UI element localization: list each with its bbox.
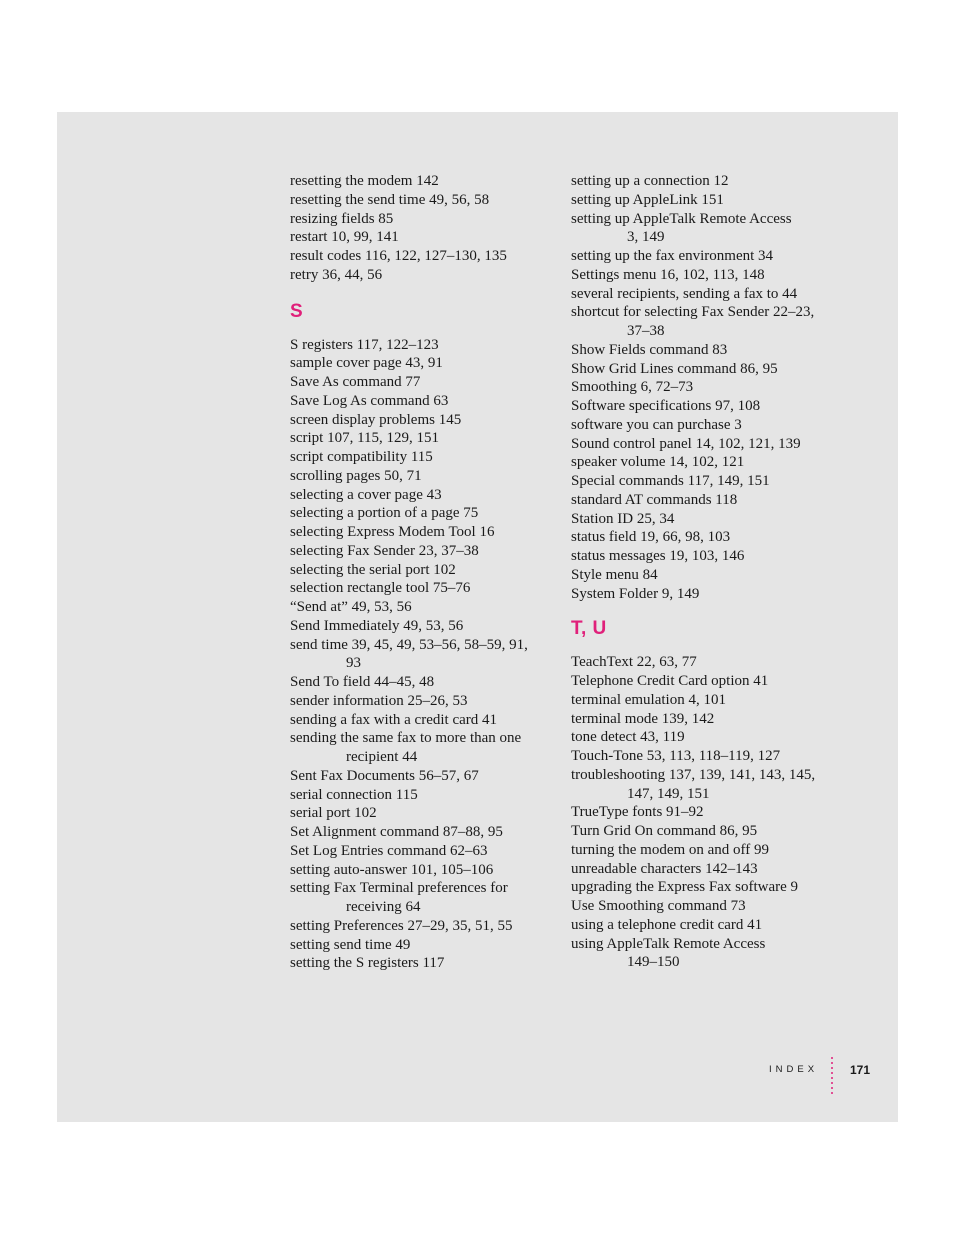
index-entry-text: S registers 117, 122–123 [290, 336, 439, 353]
index-entry-text: Show Grid Lines command 86, 95 [571, 360, 778, 377]
index-entry-text: scrolling pages 50, 71 [290, 467, 422, 484]
index-entry-text: setting up a connection 12 [571, 173, 729, 189]
footer-section-label: INDEX [769, 1064, 819, 1075]
index-entry-continuation: 93 [346, 655, 361, 672]
index-entry-text: terminal mode 139, 142 [571, 710, 715, 727]
index-entry-text: resetting the send time 49, 56, 58 [290, 191, 490, 208]
index-entry-text: send time 39, 45, 49, 53–56, 58–59, 91, [290, 636, 528, 653]
index-entry-text: shortcut for selecting Fax Sender 22–23, [571, 304, 815, 321]
index-entry [290, 579, 560, 598]
index-entry [290, 354, 560, 373]
index-entry-text: setting up AppleTalk Remote Access [571, 210, 792, 227]
index-entry [571, 803, 861, 822]
index-entry-text: Touch-Tone 53, 113, 118–119, 127 [571, 748, 781, 764]
index-entry [290, 373, 560, 392]
index-entry [290, 936, 560, 955]
index-entry-text: status field 19, 66, 98, 103 [571, 529, 731, 546]
index-entry [571, 878, 861, 897]
index-entry [290, 598, 560, 617]
index-entry [290, 486, 560, 505]
index-entry [571, 672, 861, 691]
index-entry [571, 566, 861, 585]
r-entries [290, 172, 560, 285]
index-entry-continuation: 149–150 [627, 954, 680, 971]
index-entry-text: retry 36, 44, 56 [290, 266, 383, 283]
index-entry [290, 804, 560, 823]
index-entry-text: setting up the fax environment 34 [571, 248, 774, 264]
index-entry-text: script compatibility 115 [290, 449, 433, 465]
index-entry-text: screen display problems 145 [290, 411, 462, 428]
index-entry-text: selecting Express Modem Tool 16 [290, 524, 495, 540]
index-entry [290, 561, 560, 580]
index-entry-text: Sent Fax Documents 56–57, 67 [290, 767, 479, 784]
index-entry [571, 191, 861, 210]
index-entry [290, 411, 560, 430]
index-entry [290, 786, 560, 805]
index-entry-text: Sound control panel 14, 102, 121, 139 [571, 435, 801, 452]
index-entry-text: selecting a cover page 43 [290, 486, 442, 503]
index-entry [571, 378, 861, 397]
index-entry [290, 861, 560, 880]
index-entry-text: Send Immediately 49, 53, 56 [290, 617, 464, 634]
index-entry-text: Save As command 77 [290, 374, 421, 390]
index-entry-text: setting Preferences 27–29, 35, 51, 55 [290, 917, 513, 934]
index-entry [571, 360, 861, 379]
index-column-left [290, 172, 560, 973]
index-entry [290, 879, 560, 917]
index-entry-text: script 107, 115, 129, 151 [290, 430, 440, 447]
index-entry [290, 636, 560, 674]
index-entry [571, 510, 861, 529]
index-entry-text: setting Fax Terminal preferences for [290, 880, 508, 897]
index-entry-text: upgrading the Express Fax software 9 [571, 879, 799, 896]
index-entry [571, 897, 861, 916]
index-entry [290, 917, 560, 936]
index-entry-text: standard AT commands 118 [571, 491, 738, 508]
index-entry-text: Style menu 84 [571, 566, 658, 583]
index-entry [290, 210, 560, 229]
index-entry-text: Settings menu 16, 102, 113, 148 [571, 266, 765, 283]
index-entry-continuation: 3, 149 [627, 229, 665, 246]
index-entry-text: speaker volume 14, 102, 121 [571, 454, 745, 471]
index-entry [290, 673, 560, 692]
index-entry [571, 585, 861, 604]
index-entry [571, 710, 861, 729]
index-entry [571, 172, 861, 191]
index-entry [571, 303, 861, 341]
index-entry [571, 472, 861, 491]
index-entry-text: Station ID 25, 34 [571, 510, 675, 527]
section-heading-s: S [290, 300, 304, 322]
index-entry [571, 935, 861, 973]
index-entry-text: using a telephone credit card 41 [571, 916, 763, 933]
index-entry-continuation: 37–38 [627, 323, 665, 339]
index-entry [290, 266, 560, 285]
index-entry [290, 392, 560, 411]
index-entry-text: setting send time 49 [290, 936, 411, 953]
index-entry-text: unreadable characters 142–143 [571, 860, 758, 877]
index-entry-text: terminal emulation 4, 101 [571, 691, 726, 708]
index-entry-text: selecting the serial port 102 [290, 561, 456, 578]
index-entry-text: selecting Fax Sender 23, 37–38 [290, 542, 479, 559]
footer-dotted-rule [829, 1057, 835, 1095]
index-entry [290, 504, 560, 523]
index-entry [290, 429, 560, 448]
index-entry [571, 266, 861, 285]
index-entry-text: Set Alignment command 87–88, 95 [290, 824, 503, 840]
index-entry-text: Send To field 44–45, 48 [290, 674, 435, 690]
index-entry [290, 729, 560, 767]
index-column-right [571, 172, 861, 972]
index-entry [290, 336, 560, 355]
index-entry [571, 453, 861, 472]
index-entry-text: selection rectangle tool 75–76 [290, 580, 471, 597]
index-entry [571, 247, 861, 266]
index-entry-text: Smoothing 6, 72–73 [571, 379, 694, 396]
index-entry-text: restart 10, 99, 141 [290, 229, 399, 246]
section-heading-tu: T, U [571, 618, 607, 640]
index-entry-text: setting up AppleLink 151 [571, 191, 724, 208]
index-entry-text: sending the same fax to more than one [290, 730, 522, 747]
index-entry [571, 653, 861, 672]
index-entry [571, 341, 861, 360]
index-entry [571, 416, 861, 435]
index-entry-text: TrueType fonts 91–92 [571, 804, 704, 821]
index-entry [571, 747, 861, 766]
index-entry [571, 691, 861, 710]
index-entry-text: Turn Grid On command 86, 95 [571, 823, 758, 839]
index-entry [571, 822, 861, 841]
index-entry [290, 692, 560, 711]
index-entry [290, 823, 560, 842]
index-entry [290, 247, 560, 266]
index-entry-text: Special commands 117, 149, 151 [571, 473, 770, 489]
index-entry [290, 228, 560, 247]
tu-entries [571, 653, 861, 972]
index-entry-text: result codes 116, 122, 127–130, 135 [290, 248, 507, 264]
index-entry [290, 542, 560, 561]
index-entry [290, 523, 560, 542]
s-entries-right [571, 172, 861, 603]
index-entry-text: Use Smoothing command 73 [571, 898, 746, 914]
index-entry [571, 491, 861, 510]
index-entry-text: sending a fax with a credit card 41 [290, 711, 498, 728]
index-entry-text: sample cover page 43, 91 [290, 355, 443, 372]
index-entry-text: System Folder 9, 149 [571, 585, 700, 602]
index-entry [571, 841, 861, 860]
index-entry-text: TeachText 22, 63, 77 [571, 654, 697, 671]
index-entry [571, 728, 861, 747]
index-entry-text: serial port 102 [290, 805, 377, 822]
index-entry-text: Set Log Entries command 62–63 [290, 842, 488, 859]
index-entry-text: selecting a portion of a page 75 [290, 505, 479, 522]
index-entry-text: sender information 25–26, 53 [290, 692, 468, 709]
index-entry [571, 528, 861, 547]
index-entry-text: serial connection 115 [290, 786, 418, 803]
index-entry-continuation: recipient 44 [346, 749, 418, 765]
index-entry [571, 397, 861, 416]
index-entry-text: setting auto-answer 101, 105–106 [290, 861, 494, 878]
index-entry [290, 172, 560, 191]
index-entry-text: troubleshooting 137, 139, 141, 143, 145, [571, 766, 816, 783]
index-entry-text: tone detect 43, 119 [571, 729, 685, 746]
index-entry-text: resizing fields 85 [290, 210, 394, 227]
index-entry [290, 711, 560, 730]
index-entry [571, 285, 861, 304]
index-entry [290, 842, 560, 861]
index-entry-text: “Send at” 49, 53, 56 [290, 599, 412, 615]
index-entry [290, 467, 560, 486]
index-entry [571, 766, 861, 804]
index-entry-text: software you can purchase 3 [571, 416, 742, 433]
index-entry [290, 617, 560, 636]
index-entry-text: resetting the modem 142 [290, 173, 439, 189]
index-entry [290, 191, 560, 210]
index-entry [571, 547, 861, 566]
index-entry-text: Telephone Credit Card option 41 [571, 673, 769, 689]
s-entries-left [290, 336, 560, 974]
index-entry [290, 767, 560, 786]
index-entry-text: Save Log As command 63 [290, 392, 449, 409]
index-entry [571, 860, 861, 879]
index-entry-continuation: receiving 64 [346, 899, 421, 915]
index-entry-text: Software specifications 97, 108 [571, 398, 761, 414]
index-entry [571, 916, 861, 935]
index-entry-text: turning the modem on and off 99 [571, 841, 770, 858]
index-entry-text: Show Fields command 83 [571, 341, 728, 358]
index-entry-continuation: 147, 149, 151 [627, 785, 710, 802]
index-entry [290, 954, 560, 973]
index-entry-text: setting the S registers 117 [290, 955, 445, 972]
index-entry-text: using AppleTalk Remote Access [571, 935, 766, 952]
index-entry [571, 435, 861, 454]
page-number: 171 [850, 1063, 871, 1077]
index-entry [571, 210, 861, 248]
index-entry-text: status messages 19, 103, 146 [571, 548, 745, 564]
index-entry-text: several recipients, sending a fax to 44 [571, 285, 798, 302]
index-entry [290, 448, 560, 467]
